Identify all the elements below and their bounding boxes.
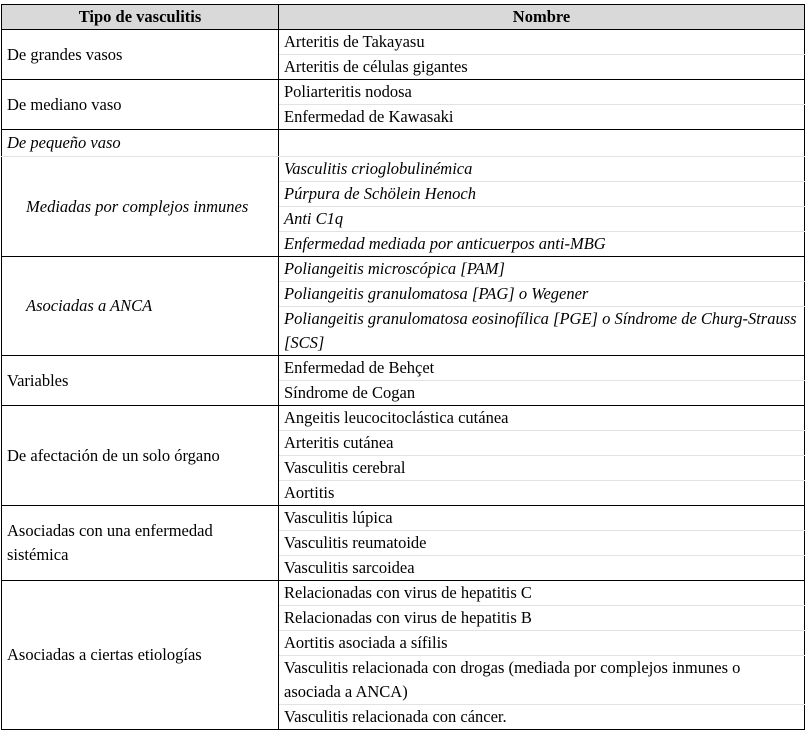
tipo-cell: Mediadas por complejos inmunes <box>2 157 279 257</box>
table-row <box>2 356 805 381</box>
nombre-cell: Vasculitis cerebral <box>279 456 805 481</box>
table-row <box>2 581 805 606</box>
nombre-cell: Vasculitis relacionada con cáncer. <box>279 705 805 730</box>
nombre-cell: Relacionadas con virus de hepatitis C <box>279 581 805 606</box>
nombre-cell <box>279 130 805 157</box>
tipo-cell: De mediano vaso <box>2 80 279 130</box>
nombre-cell: Enfermedad de Kawasaki <box>279 105 805 130</box>
table-row <box>2 257 805 282</box>
nombre-cell: Vasculitis lúpica <box>279 506 805 531</box>
tipo-cell: De grandes vasos <box>2 30 279 80</box>
table-row <box>2 406 805 431</box>
nombre-cell: Aortitis asociada a sífilis <box>279 631 805 656</box>
table-row <box>2 30 805 55</box>
table-row <box>2 506 805 531</box>
nombre-cell: Arteritis cutánea <box>279 431 805 456</box>
table-row <box>2 80 805 105</box>
nombre-cell: Arteritis de células gigantes <box>279 55 805 80</box>
tipo-cell: Asociadas con una enfermedad sistémica <box>2 506 279 581</box>
nombre-cell: Poliangeitis granulomatosa [PAG] o Wegener <box>279 282 805 307</box>
nombre-cell: Vasculitis reumatoide <box>279 531 805 556</box>
nombre-cell: Poliarteritis nodosa <box>279 80 805 105</box>
tipo-cell: Asociadas a ANCA <box>2 257 279 356</box>
nombre-cell: Angeitis leucocitoclástica cutánea <box>279 406 805 431</box>
header-nombre: Nombre <box>279 5 805 30</box>
nombre-cell: Aortitis <box>279 481 805 506</box>
tipo-cell: De afectación de un solo órgano <box>2 406 279 506</box>
nombre-cell: Púrpura de Schölein Henoch <box>279 182 805 207</box>
nombre-cell: Enfermedad de Behçet <box>279 356 805 381</box>
tipo-cell: Variables <box>2 356 279 406</box>
table-row <box>2 157 805 182</box>
header-row <box>2 5 805 30</box>
tipo-cell: Asociadas a ciertas etiologías <box>2 581 279 730</box>
vasculitis-table <box>1 4 805 730</box>
nombre-cell: Vasculitis crioglobulinémica <box>279 157 805 182</box>
nombre-cell: Arteritis de Takayasu <box>279 30 805 55</box>
nombre-cell: Vasculitis relacionada con drogas (mediada por complejos inmunes o asociada a ANCA) <box>279 656 805 705</box>
nombre-cell: Síndrome de Cogan <box>279 381 805 406</box>
nombre-cell: Anti C1q <box>279 207 805 232</box>
header-tipo: Tipo de vasculitis <box>2 5 279 30</box>
nombre-cell: Poliangeitis microscópica [PAM] <box>279 257 805 282</box>
nombre-cell: Vasculitis sarcoidea <box>279 556 805 581</box>
nombre-cell: Relacionadas con virus de hepatitis B <box>279 606 805 631</box>
tipo-cell: De pequeño vaso <box>2 130 279 157</box>
table-row <box>2 130 805 157</box>
nombre-cell: Enfermedad mediada por anticuerpos anti-MBG <box>279 232 805 257</box>
nombre-cell: Poliangeitis granulomatosa eosinofílica [PGE] o Síndrome de Churg-Strauss [SCS] <box>279 307 805 356</box>
